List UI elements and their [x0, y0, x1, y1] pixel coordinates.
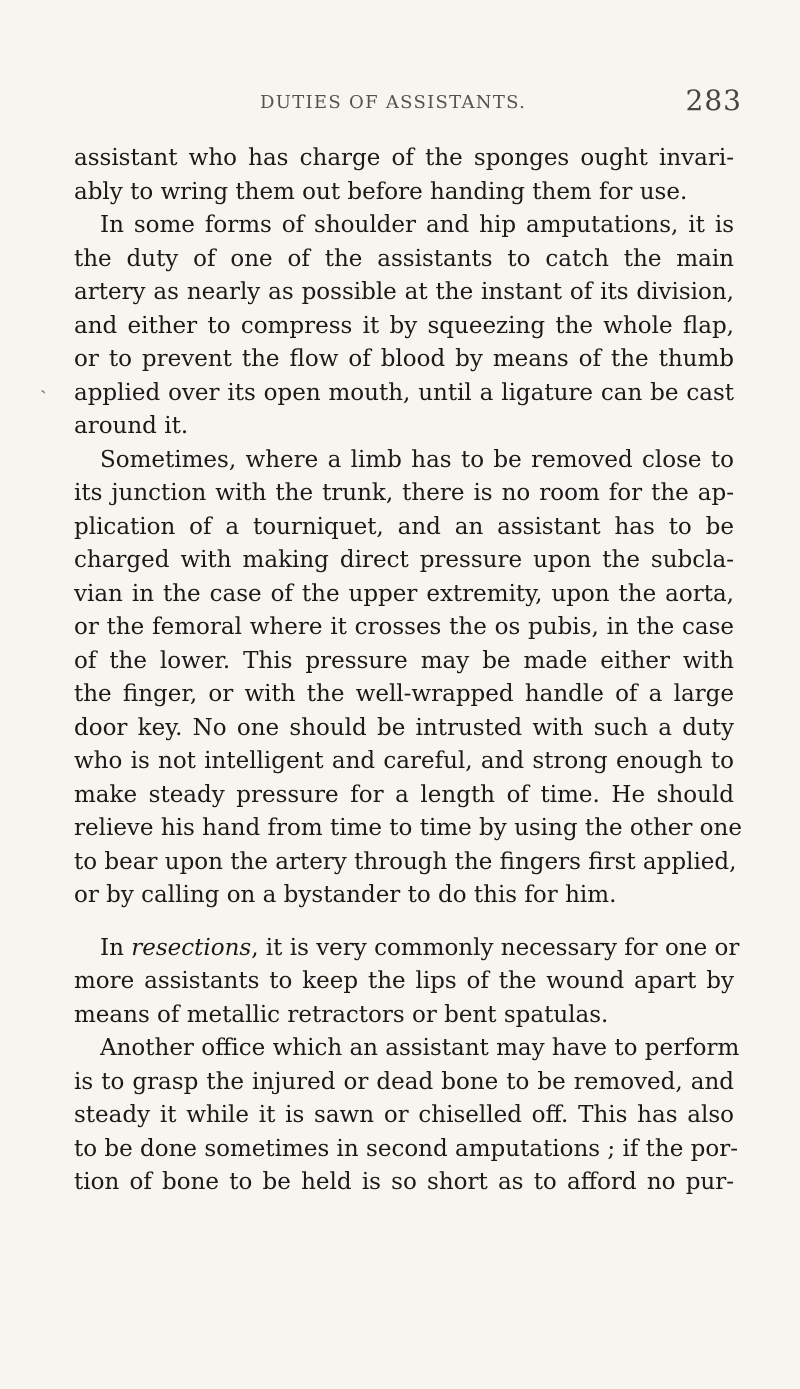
text-line: Another office which an assistant may have to perform — [100, 1035, 740, 1061]
text-line: door key. No one should be intrusted with such a duty — [74, 714, 734, 741]
text-line: of the lower. This pressure may be made either with — [74, 647, 734, 674]
paragraph-sponges — [74, 142, 734, 209]
text-line: the finger, or with the well-wrapped handle of a large — [74, 681, 734, 707]
text-line: applied over its open mouth, until a ligature can be cast — [74, 379, 734, 406]
text-line: charged with making direct pressure upon the subcla- — [74, 547, 734, 573]
paragraph-pressure — [74, 444, 742, 913]
text-line: steady it while it is sawn or chiselled off. This has also — [74, 1102, 734, 1128]
paragraph-bone — [74, 1032, 740, 1200]
emphasized-term: resections — [131, 934, 252, 961]
text-line: more assistants to keep the lips of the wound apart by — [74, 968, 734, 994]
text-line: relieve his hand from time to time by using the other one — [74, 815, 742, 841]
text-line: or by calling on a bystander to do this for him. — [74, 882, 617, 908]
text-line: to bear upon the artery through the fingers first applied, — [74, 848, 737, 875]
text-line: artery as nearly as possible at the instant of its division, — [74, 279, 734, 305]
running-head — [74, 84, 742, 117]
text-line: or to prevent the flow of blood by means of the thumb — [74, 346, 734, 372]
text-fragment: , it is very commonly necessary for one or — [251, 934, 740, 961]
text-line: to be done sometimes in second amputations ; if the por- — [74, 1135, 738, 1162]
text-line: Sometimes, where a limb has to be removed close to — [100, 446, 734, 473]
text-line: ably to wring them out before handing them for use. — [74, 178, 688, 205]
page-number: 283 — [685, 84, 742, 117]
text-line: vian in the case of the upper extremity, upon the aorta, — [74, 580, 734, 607]
text-line: assistant who has charge of the sponges ought invari- — [74, 145, 734, 171]
text-line: tion of bone to be held is so short as to afford no pur- — [74, 1169, 734, 1195]
paragraph-resections — [74, 932, 740, 1033]
text-line — [74, 932, 740, 966]
chapter-running-title: DUTIES OF ASSISTANTS. — [260, 92, 527, 113]
text-line: who is not intelligent and careful, and strong enough to — [74, 748, 734, 774]
text-line: In some forms of shoulder and hip amputations, it is — [100, 212, 734, 238]
text-fragment: In — [100, 934, 132, 961]
paragraph-artery — [74, 209, 734, 444]
margin-mark: ˎ — [40, 370, 47, 394]
text-line: make steady pressure for a length of time. He should — [74, 781, 734, 808]
text-line: plication of a tourniquet, and an assistant has to be — [74, 513, 734, 540]
text-line: its junction with the trunk, there is no room for the ap- — [74, 480, 734, 506]
text-line: means of metallic retractors or bent spatulas. — [74, 1001, 609, 1028]
text-line: the duty of one of the assistants to catch the main — [74, 245, 734, 272]
text-line: and either to compress it by squeezing the whole flap, — [74, 312, 734, 339]
text-line: around it. — [74, 413, 189, 439]
text-line: or the femoral where it crosses the os pubis, in the case — [74, 614, 734, 640]
body-text — [74, 142, 742, 1200]
text-line: is to grasp the injured or dead bone to be removed, and — [74, 1068, 734, 1095]
